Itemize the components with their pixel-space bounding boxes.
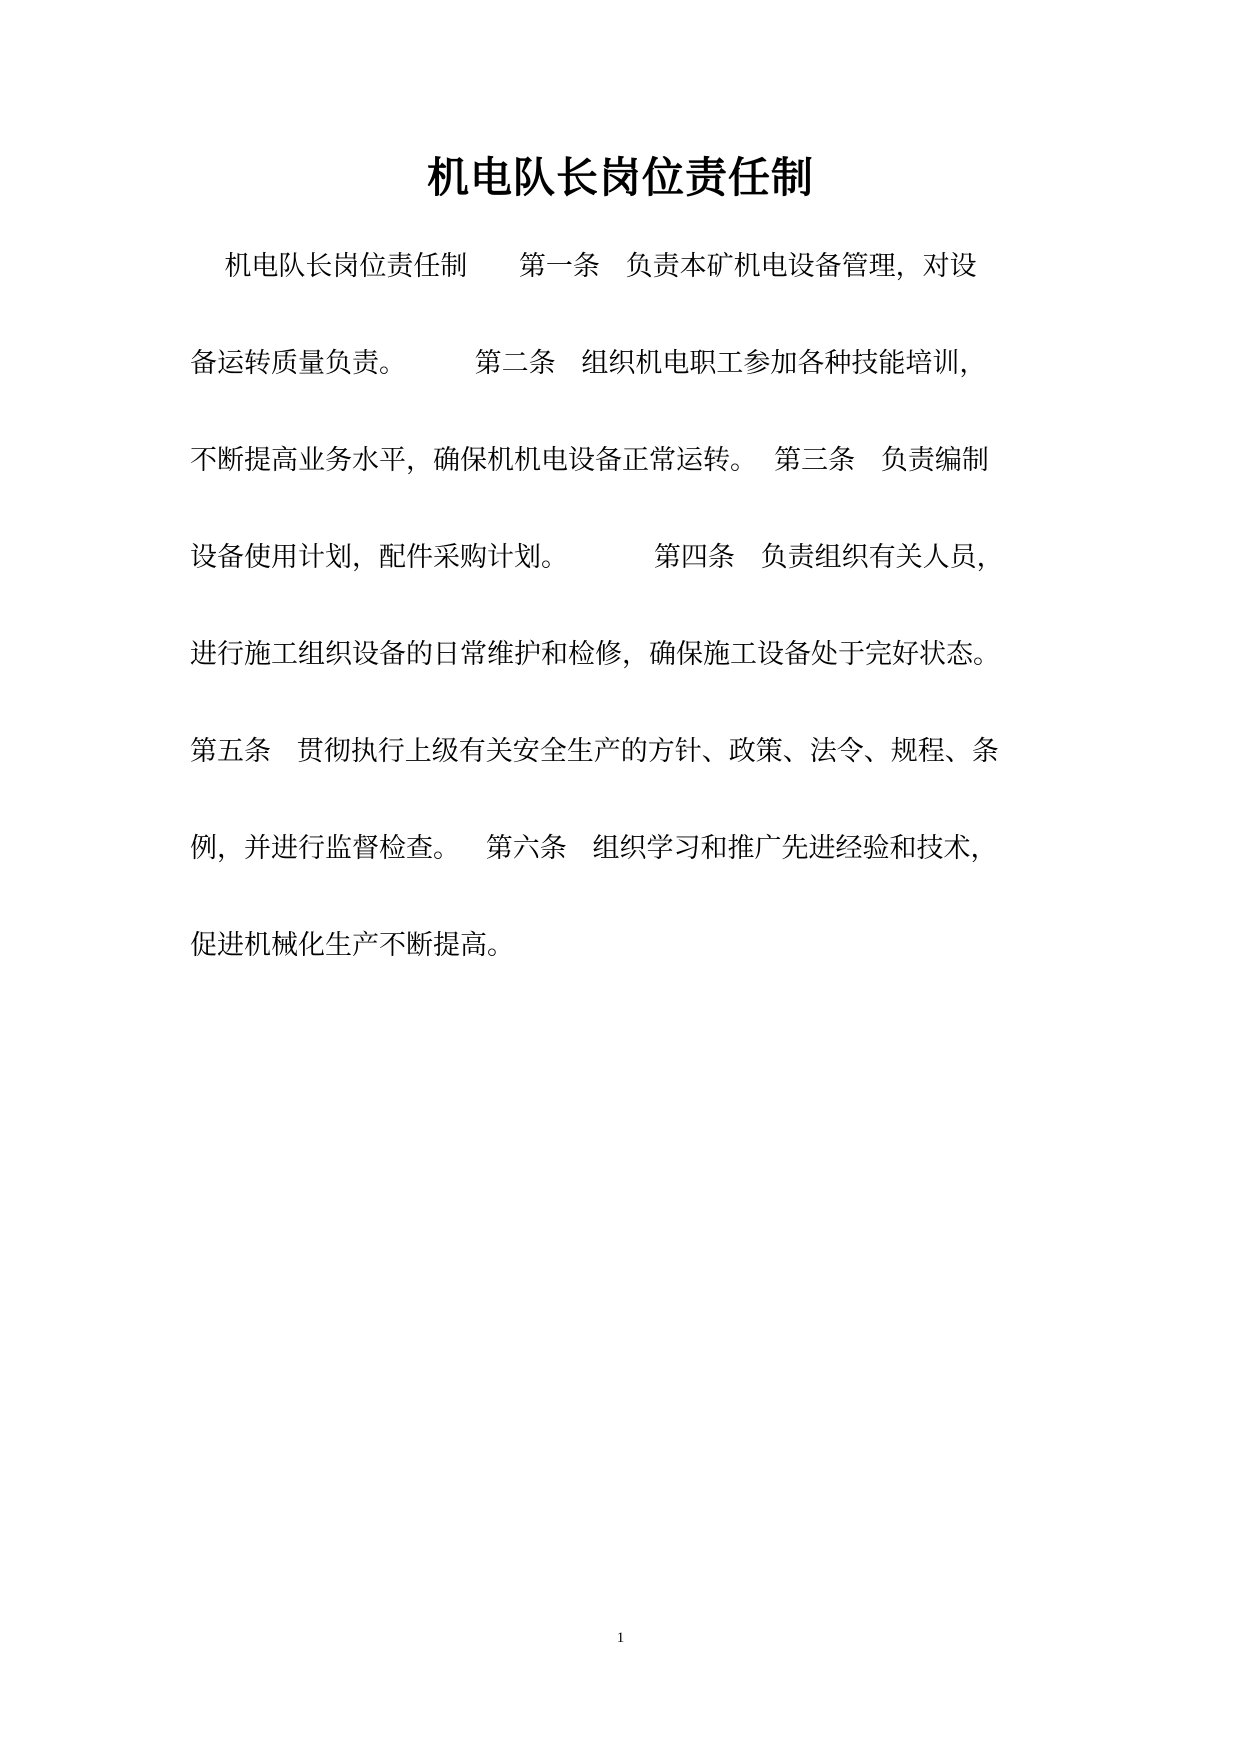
document-body bbox=[190, 252, 1070, 1028]
body-line: 设备使用计划，配件采购计划。 第四条 负责组织有关人员， bbox=[190, 542, 1004, 573]
document-title: 机电队长岗位责任制 bbox=[426, 153, 814, 202]
body-line: 不断提高业务水平，确保机机电设备正常运转。 第三条 负责编制 bbox=[190, 445, 989, 476]
body-line: 进行施工组织设备的日常维护和检修，确保施工设备处于完好状态。 bbox=[190, 639, 1000, 670]
body-line: 促进机械化生产不断提高。 bbox=[190, 930, 514, 961]
body-line: 机电队长岗位责任制 第一条 负责本矿机电设备管理，对设 bbox=[190, 251, 977, 282]
body-line: 备运转质量负责。 第二条 组织机电职工参加各种技能培训， bbox=[190, 348, 987, 379]
body-line: 第五条 贯彻执行上级有关安全生产的方针、政策、法令、规程、条 bbox=[190, 736, 999, 767]
page-number: 1 bbox=[616, 1630, 625, 1646]
body-line: 例，并进行监督检查。 第六条 组织学习和推广先进经验和技术， bbox=[190, 833, 998, 864]
